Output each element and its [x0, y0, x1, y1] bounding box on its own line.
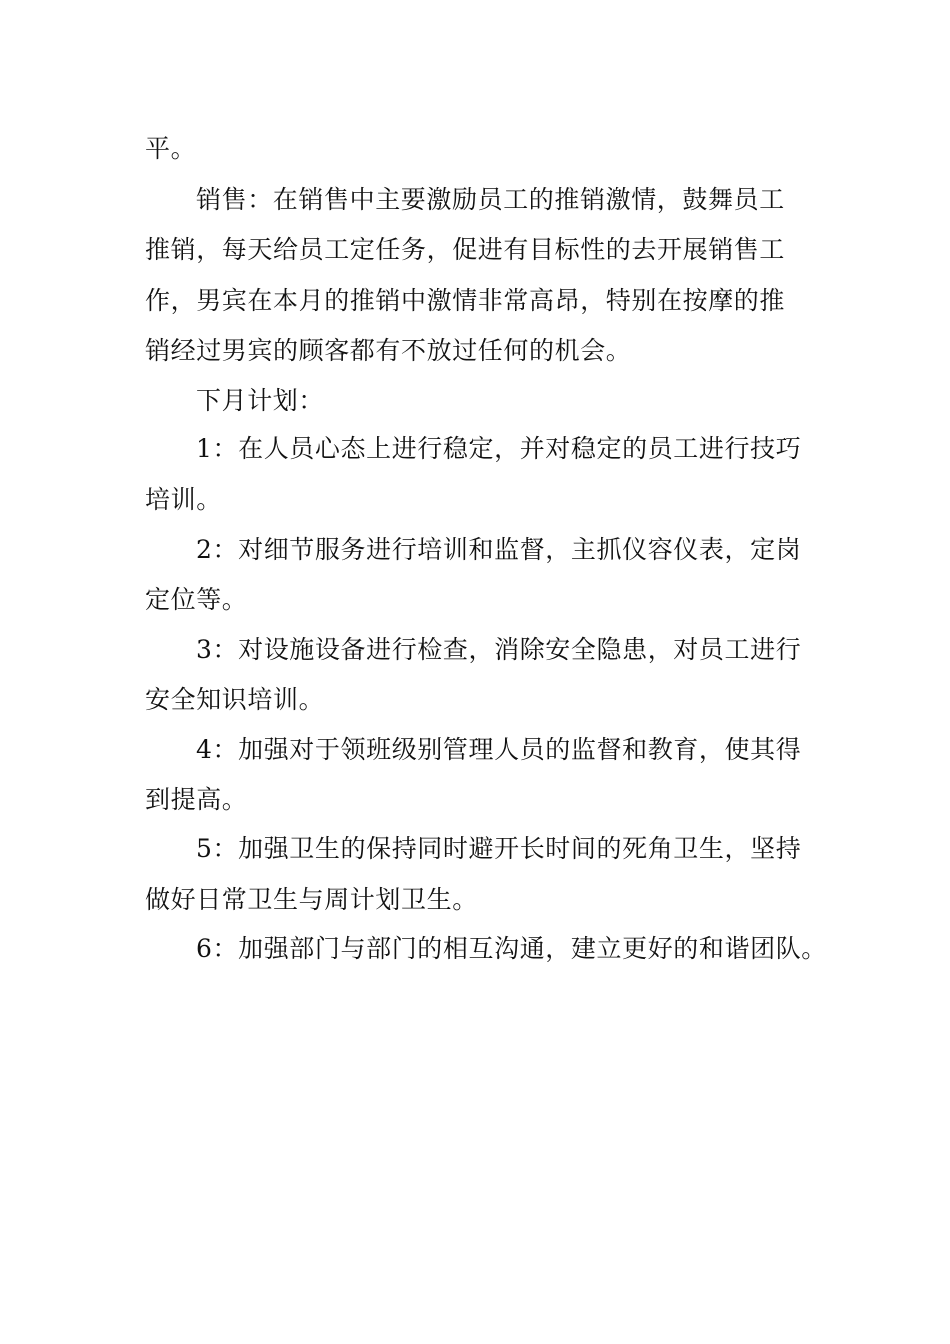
list-item: 3：对设施设备进行检查，消除安全隐患，对员工进行 — [196, 635, 802, 664]
list-item-continuation: 安全知识培训。 — [145, 685, 325, 714]
list-item: 2：对细节服务进行培训和监督，主抓仪容仪表，定岗 — [196, 535, 802, 564]
list-item-continuation: 到提高。 — [145, 785, 248, 814]
list-item: 5：加强卫生的保持同时避开长时间的死角卫生，坚持 — [196, 834, 802, 863]
paragraph-line: 平。 — [145, 134, 197, 163]
list-item-continuation: 做好日常卫生与周计划卫生。 — [145, 885, 478, 914]
list-item: 6：加强部门与部门的相互沟通，建立更好的和谐团队。 — [196, 934, 827, 963]
list-item: 4：加强对于领班级别管理人员的监督和教育，使其得 — [196, 735, 802, 764]
list-item: 1：在人员心态上进行稳定，并对稳定的员工进行技巧 — [196, 434, 802, 463]
paragraph-line: 推销，每天给员工定任务，促进有目标性的去开展销售工 — [145, 235, 786, 264]
list-item-continuation: 定位等。 — [145, 585, 248, 614]
paragraph-line: 作，男宾在本月的推销中激情非常高昂，特别在按摩的推 — [145, 286, 786, 315]
list-item-continuation: 培训。 — [145, 485, 222, 514]
paragraph-line: 销售：在销售中主要激励员工的推销激情，鼓舞员工 — [196, 185, 785, 214]
paragraph-line: 销经过男宾的顾客都有不放过任何的机会。 — [145, 336, 632, 365]
section-heading: 下月计划： — [196, 386, 325, 415]
